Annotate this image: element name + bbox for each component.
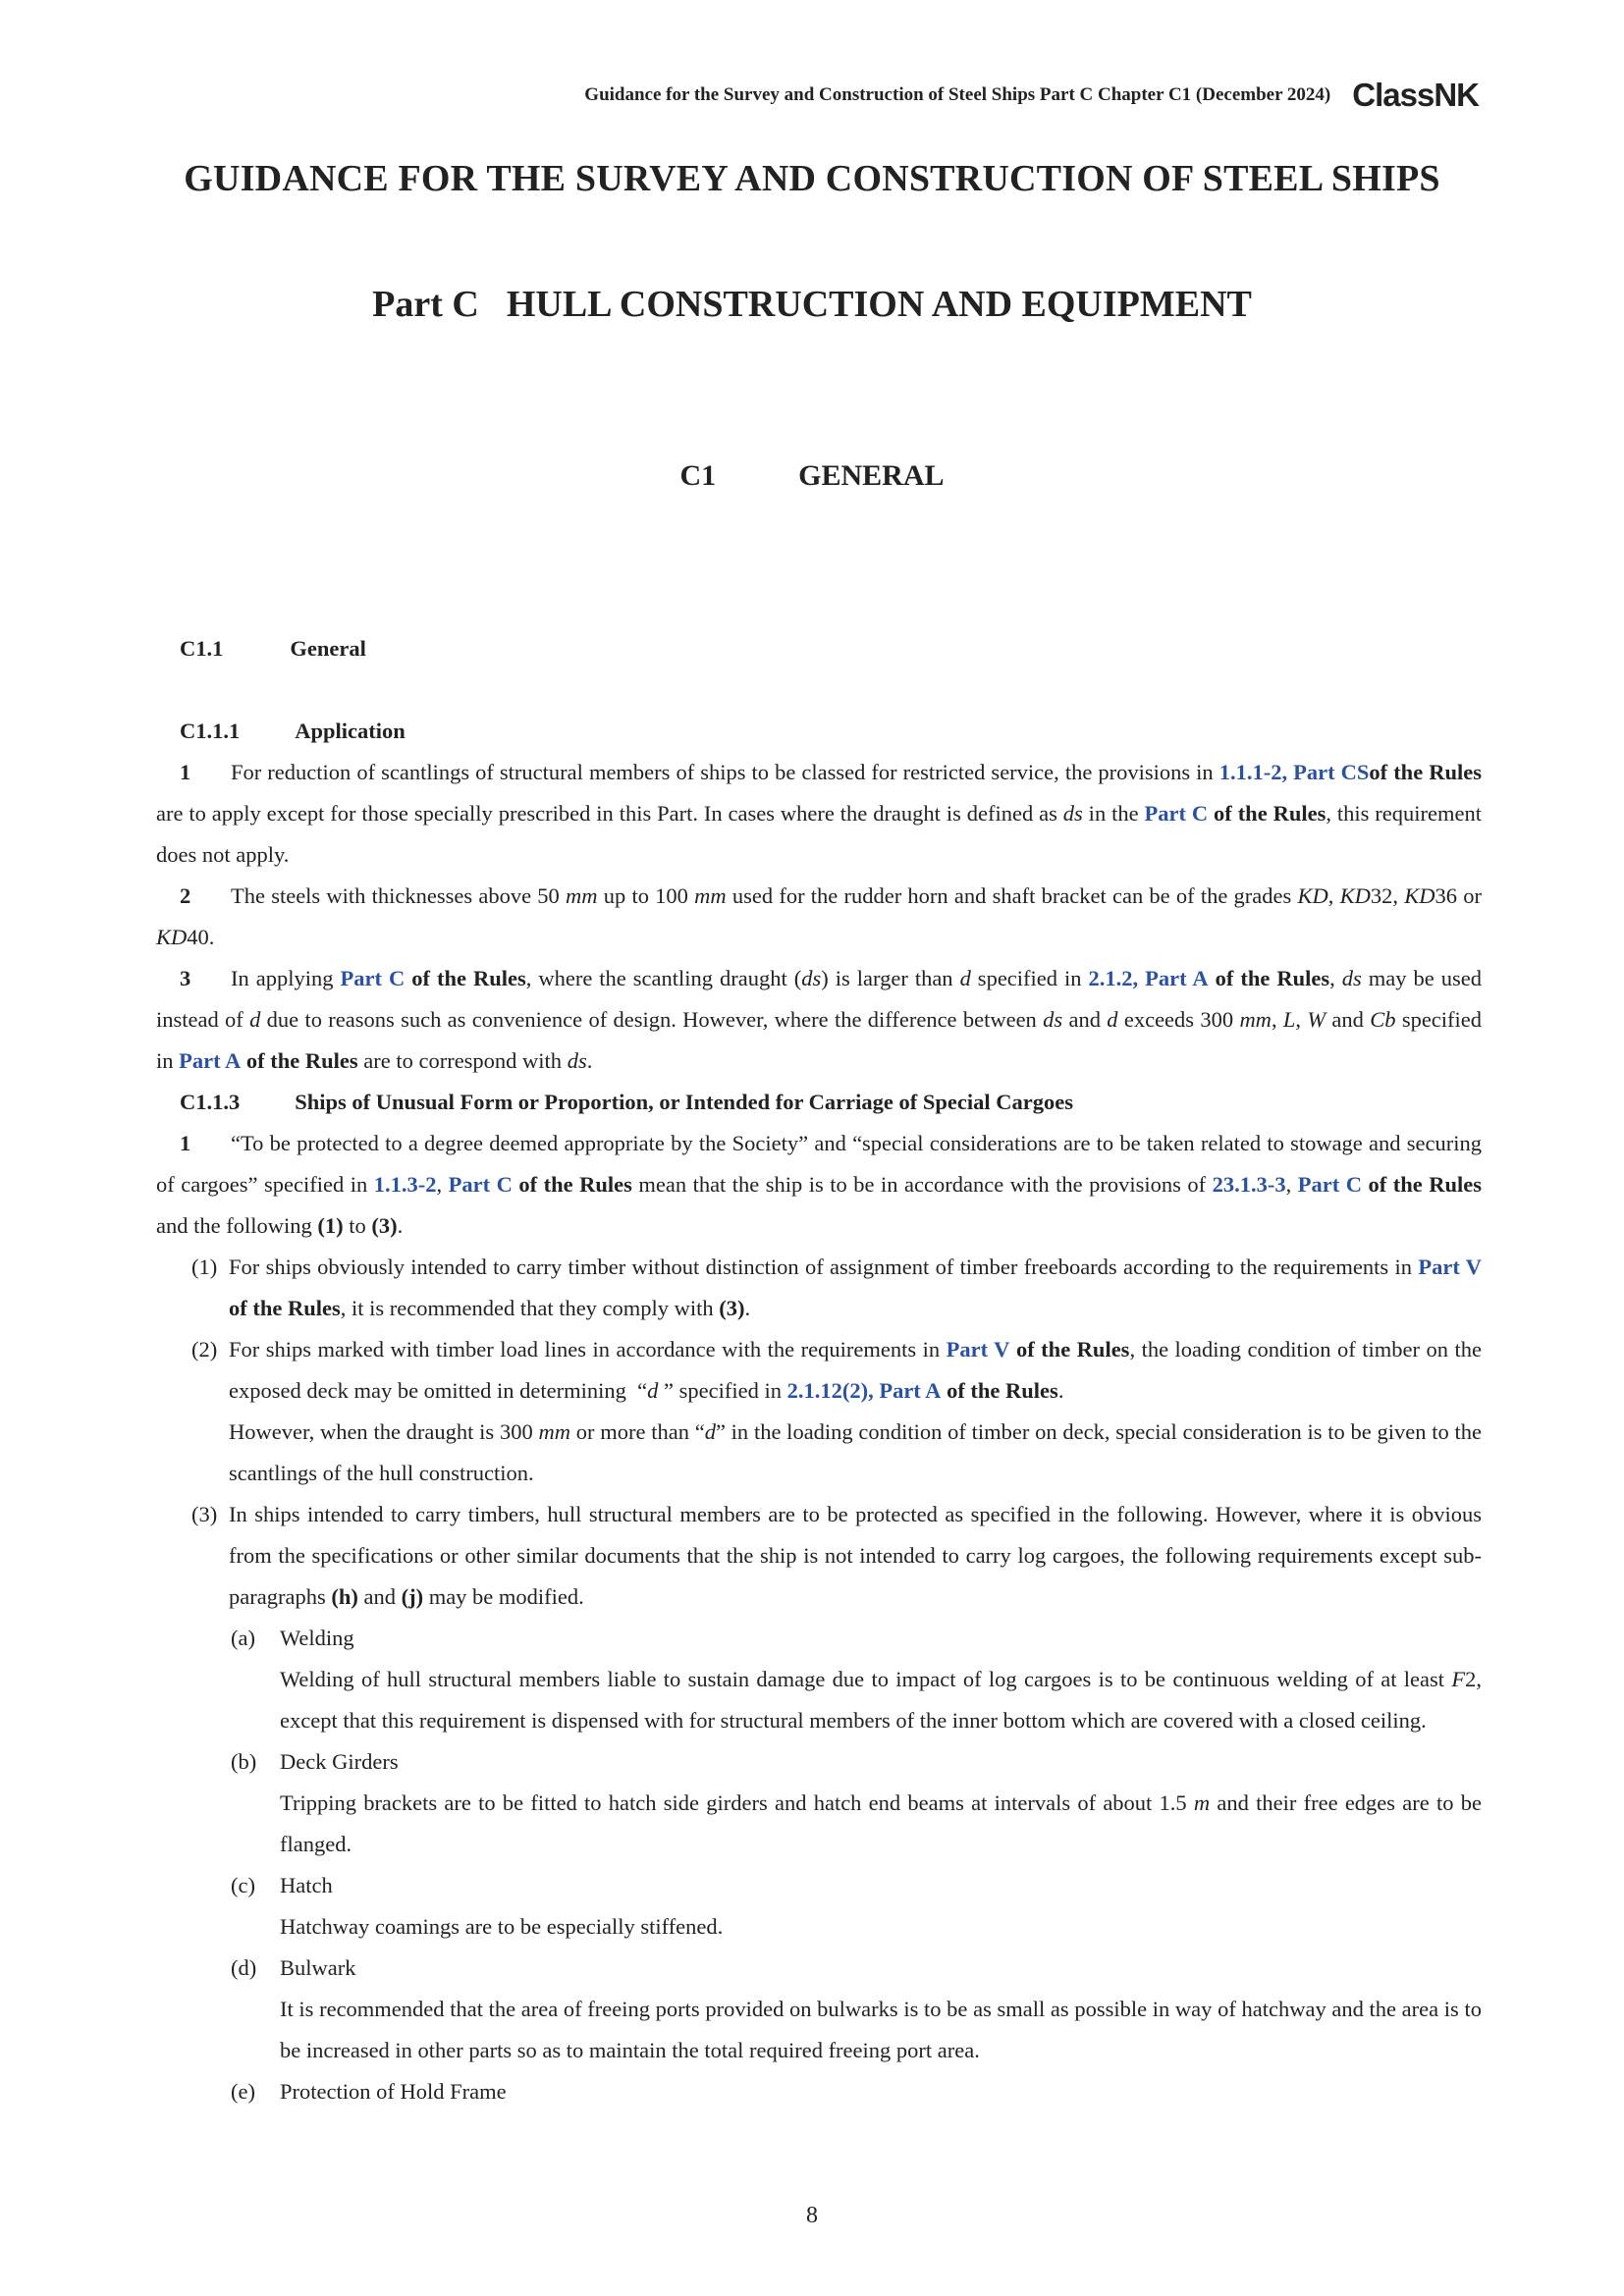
- variable: L: [1282, 1007, 1296, 1032]
- text: The steels with thicknesses above 50: [231, 883, 566, 908]
- paragraph: [156, 958, 1482, 1082]
- rule-link[interactable]: Part C: [448, 1172, 513, 1197]
- text: of the Rules: [947, 1378, 1058, 1403]
- text: However, when the draught is 300: [229, 1419, 539, 1444]
- unit: mm: [1239, 1007, 1272, 1032]
- text: used for the rudder horn and shaft bracket can be of the grades: [726, 883, 1298, 908]
- paragraph-number: 2: [180, 883, 191, 908]
- text: Hatchway coamings are to be especially stiffened.: [280, 1914, 724, 1939]
- text: ” in the loading condition of timber on deck, special consideration is to be given to the scantlings of the hull construction.: [229, 1419, 1482, 1485]
- list-text: [229, 1247, 1482, 1329]
- rule-link[interactable]: 23.1.3-3: [1212, 1172, 1286, 1197]
- rule-link[interactable]: Part V: [946, 1337, 1010, 1362]
- text: In ships intended to carry timbers, hull structural members are to be protected as specified in the following. However, where it is obvious from the specifications or other similar documents that the ship is not intended to carry log cargoes, the following requirements except sub-paragraphs: [229, 1502, 1482, 1609]
- text: of the Rules: [1368, 1172, 1483, 1197]
- text: (j): [401, 1584, 424, 1609]
- part-name: HULL CONSTRUCTION AND EQUIPMENT: [506, 284, 1252, 325]
- chapter-name: GENERAL: [798, 459, 945, 492]
- grade: KD: [1339, 883, 1371, 908]
- rule-link[interactable]: Part A: [179, 1048, 242, 1073]
- text: For ships obviously intended to carry timber without distinction of assignment of timber freeboards according to the requirements in: [229, 1255, 1419, 1279]
- grade: KD: [156, 925, 188, 949]
- text: (3): [371, 1213, 398, 1238]
- text: ) is larger than: [821, 966, 960, 990]
- sub-list-label: (b): [231, 1749, 257, 1774]
- paragraph-number: 1: [180, 1131, 191, 1155]
- paragraph-number: 3: [180, 966, 191, 990]
- text: of the Rules: [245, 1048, 358, 1073]
- text: In applying: [231, 966, 341, 990]
- sub-list-item: [229, 1865, 1482, 1906]
- sub-list-item: [229, 2071, 1482, 2112]
- variable: d: [704, 1419, 716, 1444]
- text: mean that the ship is to be in accordance with the provisions of: [631, 1172, 1213, 1197]
- sub-list-description: [280, 1989, 1482, 2071]
- text: (3): [719, 1296, 745, 1320]
- sub-list-title: Bulwark: [280, 1955, 356, 1980]
- text: .: [208, 925, 215, 949]
- text: Tripping brackets are to be fitted to hatch side girders and hatch end beams at intervals of about 1.5: [280, 1790, 1194, 1815]
- sub-list-description: [280, 1783, 1482, 1865]
- subsection-heading: [180, 1082, 1482, 1123]
- subsection-number: C1.1.3: [180, 1090, 241, 1114]
- unit: mm: [566, 883, 598, 908]
- sub-list-description: [280, 1906, 1482, 1948]
- rule-link[interactable]: 1.1.3-2: [373, 1172, 437, 1197]
- paragraph: [156, 752, 1482, 876]
- text: and the following: [156, 1213, 318, 1238]
- text: , it is recommended that they comply with: [340, 1296, 720, 1320]
- text: For ships marked with timber load lines in accordance with the requirements in: [229, 1337, 947, 1362]
- document-body: [156, 628, 1482, 2112]
- list-text: [229, 1329, 1482, 1494]
- text: specified in: [970, 966, 1089, 990]
- text: exceeds 300: [1117, 1007, 1240, 1032]
- list-label: (1): [191, 1255, 218, 1279]
- sub-list-label: (d): [231, 1955, 257, 1980]
- text: , the loading condition of timber on the exposed deck may be omitted in determining “: [229, 1337, 1483, 1403]
- sub-list-item: [229, 1618, 1482, 1659]
- rule-link[interactable]: 1.1.1-2, Part CS: [1218, 760, 1370, 784]
- text: of the Rules: [229, 1296, 341, 1320]
- text: ,: [1271, 1007, 1283, 1032]
- sub-list-label: (e): [231, 2079, 255, 2104]
- text: of the Rules: [518, 1172, 632, 1197]
- variable: ds: [567, 1048, 587, 1073]
- sub-list-title: Protection of Hold Frame: [280, 2079, 507, 2104]
- text: specified in: [156, 1007, 1483, 1073]
- variable: d: [959, 966, 971, 990]
- text: 32: [1370, 883, 1393, 908]
- part-label: Part C: [372, 284, 479, 325]
- rule-link[interactable]: Part C: [340, 966, 406, 990]
- variable: Cb: [1370, 1007, 1396, 1032]
- sub-list-description: [280, 1659, 1482, 1741]
- sub-list-title: Hatch: [280, 1873, 333, 1897]
- classnk-logo: ClassNK: [1352, 77, 1479, 113]
- list-label: (3): [191, 1502, 218, 1526]
- section-heading: [180, 628, 1482, 669]
- text: , except that this requirement is dispensed with for structural members of the inner bottom which are covered with a closed ceiling.: [280, 1667, 1482, 1733]
- list-item: [156, 1494, 1482, 1618]
- text: .: [1057, 1378, 1064, 1403]
- sub-list-item: [229, 1741, 1482, 1783]
- rule-link[interactable]: Part C: [1297, 1172, 1363, 1197]
- text: .: [586, 1048, 593, 1073]
- text: , where the scantling draught (: [525, 966, 802, 990]
- text: It is recommended that the area of freeing ports provided on bulwarks is to be as small as possible in way of hatchway and the area is to be increased in other parts so as to maintain the total required freeing port area.: [280, 1997, 1482, 2062]
- text: of the Rules: [1369, 760, 1482, 784]
- variable: ds: [1341, 966, 1362, 990]
- variable: ds: [1043, 1007, 1063, 1032]
- sub-list-label: (c): [231, 1873, 255, 1897]
- part-title: [0, 283, 1624, 326]
- text: 36: [1435, 883, 1458, 908]
- paragraph-number: 1: [180, 760, 191, 784]
- sub-list-item: [229, 1948, 1482, 1989]
- list-item: [156, 1329, 1482, 1494]
- rule-link[interactable]: Part V: [1418, 1255, 1482, 1279]
- text: or more than “: [569, 1419, 705, 1444]
- subsection-heading: [180, 711, 1482, 752]
- text: and: [357, 1584, 402, 1609]
- list-text: [229, 1494, 1482, 1618]
- text: ,: [436, 1172, 449, 1197]
- text: .: [397, 1213, 404, 1238]
- chapter-number: C1: [679, 459, 717, 492]
- text: (h): [331, 1584, 358, 1609]
- list-label: (2): [191, 1337, 218, 1362]
- page-number: 8: [806, 2203, 818, 2228]
- text: ” specified in: [658, 1378, 787, 1403]
- sub-list-title: Deck Girders: [280, 1749, 399, 1774]
- text: of the Rules: [1214, 801, 1326, 826]
- rule-link[interactable]: 2.1.12(2), Part A: [786, 1378, 942, 1403]
- unit: mm: [694, 883, 727, 908]
- text: 2: [1465, 1667, 1477, 1691]
- text: of the Rules: [411, 966, 526, 990]
- text: ,: [1327, 883, 1340, 908]
- text: For reduction of scantlings of structural members of ships to be classed for restricted service, the provisions in: [231, 760, 1219, 784]
- text: 40: [187, 925, 209, 949]
- text: may be used instead of: [156, 966, 1482, 1032]
- grade: KD: [1297, 883, 1328, 908]
- text: of the Rules: [1015, 1337, 1130, 1362]
- text: Welding of hull structural members liable to sustain damage due to impact of log cargoes is to be continuous welding of at least: [280, 1667, 1452, 1691]
- subsection-title: Ships of Unusual Form or Proportion, or Intended for Carriage of Special Cargoes: [295, 1090, 1073, 1114]
- unit: m: [1193, 1790, 1211, 1815]
- text: , this requirement does not apply.: [156, 801, 1483, 867]
- text: and their free edges are to be flanged.: [280, 1790, 1482, 1856]
- section-number: C1.1: [180, 636, 224, 661]
- variable: d: [1107, 1007, 1118, 1032]
- page-header: [584, 77, 1479, 114]
- text: (1): [317, 1213, 344, 1238]
- variable: ds: [801, 966, 822, 990]
- chapter-title: [0, 459, 1624, 493]
- text: in the: [1082, 801, 1145, 826]
- document-title: GUIDANCE FOR THE SURVEY AND CONSTRUCTION OF STEEL SHIPS: [184, 158, 1440, 199]
- grade: KD: [1404, 883, 1435, 908]
- subsection-number: C1.1.1: [180, 719, 241, 743]
- variable: ds: [1062, 801, 1083, 826]
- sub-list-label: (a): [231, 1626, 255, 1650]
- text: due to reasons such as convenience of design. However, where the difference between: [260, 1007, 1044, 1032]
- text: ,: [1392, 883, 1405, 908]
- text: ,: [1329, 966, 1342, 990]
- text: may be modified.: [423, 1584, 584, 1609]
- paragraph: [156, 1123, 1482, 1247]
- text: to: [343, 1213, 372, 1238]
- rule-link[interactable]: 2.1.2, Part A: [1088, 966, 1209, 990]
- text: “To be protected to a degree deemed appropriate by the Society” and “special considerations are to be taken related to stowage and securing of cargoes” specified in: [156, 1131, 1482, 1197]
- section-title: General: [290, 636, 366, 661]
- variable: d: [249, 1007, 261, 1032]
- text: and: [1326, 1007, 1371, 1032]
- text: of the Rules: [1215, 966, 1330, 990]
- sub-list-title: Welding: [280, 1626, 354, 1650]
- text: ,: [1295, 1007, 1308, 1032]
- text: are to correspond with: [357, 1048, 568, 1073]
- rule-link[interactable]: Part C: [1144, 801, 1209, 826]
- text: and: [1062, 1007, 1108, 1032]
- paragraph: [156, 876, 1482, 958]
- text: ,: [1285, 1172, 1298, 1197]
- variable: W: [1307, 1007, 1326, 1032]
- variable: d: [647, 1378, 659, 1403]
- text: .: [744, 1296, 751, 1320]
- subsection-title: Application: [295, 719, 406, 743]
- grade: F: [1451, 1667, 1466, 1691]
- text: up to 100: [597, 883, 695, 908]
- text: are to apply except for those specially prescribed in this Part. In cases where the draught is defined as: [156, 801, 1063, 826]
- list-item: [156, 1247, 1482, 1329]
- text: or: [1457, 883, 1482, 908]
- running-title: Guidance for the Survey and Construction of Steel Ships Part C Chapter C1 (December 2024): [584, 84, 1331, 105]
- unit: mm: [538, 1419, 570, 1444]
